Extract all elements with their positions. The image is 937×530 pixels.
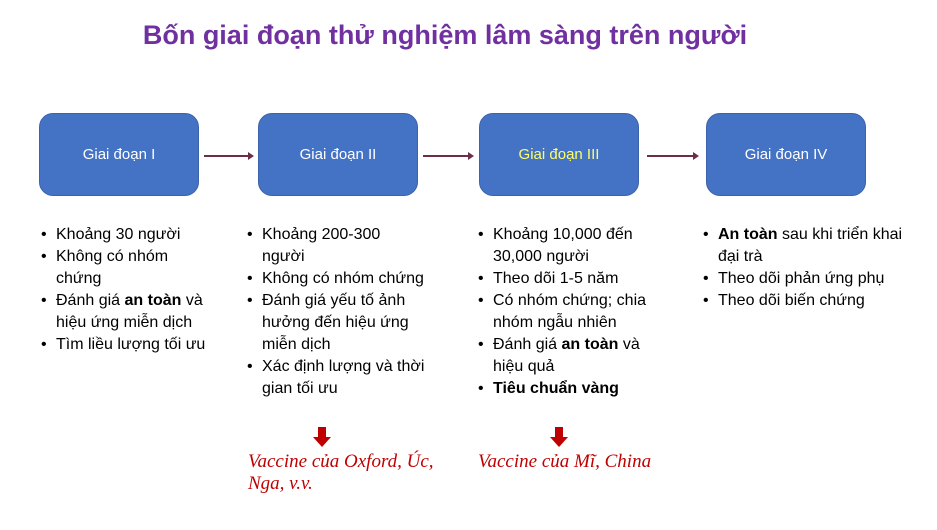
list-item — [478, 334, 658, 378]
phase-2-box: Giai đoạn II — [258, 113, 418, 196]
phase-3-box: Giai đoạn III — [479, 113, 639, 196]
list-item — [247, 224, 425, 268]
list-item — [247, 268, 425, 290]
text: Theo dõi 1-5 năm — [493, 270, 619, 287]
down-arrow-icon — [313, 427, 331, 447]
text: Theo dõi phản ứng phụ — [718, 270, 885, 287]
list-item — [41, 224, 213, 246]
list-item — [478, 378, 658, 400]
list-item — [247, 290, 425, 356]
phase-3-vaccine-note: Vaccine của Mĩ, China — [478, 451, 652, 472]
text: Khoảng 10,000 đến 30,000 người — [493, 226, 633, 265]
text: Khoảng 30 người — [56, 226, 181, 243]
list-item — [703, 268, 908, 290]
text: Theo dõi biến chứng — [718, 292, 865, 309]
bold-text: an toàn — [124, 292, 182, 309]
arrow-right-icon — [423, 155, 472, 157]
phase-1-list — [41, 224, 213, 356]
bold-text: an toàn — [561, 336, 619, 353]
arrow-right-icon — [647, 155, 697, 157]
list-item — [703, 290, 908, 312]
list-item — [478, 290, 658, 334]
list-item — [478, 268, 658, 290]
arrow-right-icon — [204, 155, 252, 157]
list-item — [41, 334, 213, 356]
list-item — [41, 246, 213, 290]
text: Xác định lượng và thời gian tối ưu — [262, 358, 425, 397]
slide-title: Bốn giai đoạn thử nghiệm lâm sàng trên người — [142, 20, 748, 50]
phase-4-box: Giai đoạn IV — [706, 113, 866, 196]
list-item — [703, 224, 908, 268]
text: Đánh giá — [493, 336, 562, 353]
list-item — [41, 290, 213, 334]
phase-2-list — [247, 224, 425, 400]
list-item — [478, 224, 658, 268]
text: sau khi triển khai đại trà — [718, 226, 903, 265]
phase-3-list — [478, 224, 658, 400]
text: Không có nhóm chứng — [56, 248, 169, 287]
phase-1-box: Giai đoạn I — [39, 113, 199, 196]
down-arrow-icon — [550, 427, 568, 447]
text: và hiệu ứng miễn dịch — [56, 292, 203, 331]
text: Có nhóm chứng; chia nhóm ngẫu nhiên — [493, 292, 647, 331]
text: Tìm liều lượng tối ưu — [56, 336, 206, 353]
phase-2-vaccine-note: Vaccine của Oxford, Úc, Nga, v.v. — [248, 451, 434, 494]
bold-text: Tiêu chuẩn vàng — [493, 380, 619, 397]
list-item — [247, 356, 425, 400]
text: Khoảng 200-300 người — [262, 226, 381, 265]
text: Không có nhóm chứng — [262, 270, 424, 287]
text: Đánh giá — [56, 292, 125, 309]
bold-text: An toàn — [718, 226, 778, 243]
text: và hiệu quả — [493, 336, 640, 375]
text: Đánh giá yếu tố ảnh hưởng đến hiệu ứng miễn dịch — [262, 292, 409, 353]
phase-4-list — [703, 224, 908, 312]
